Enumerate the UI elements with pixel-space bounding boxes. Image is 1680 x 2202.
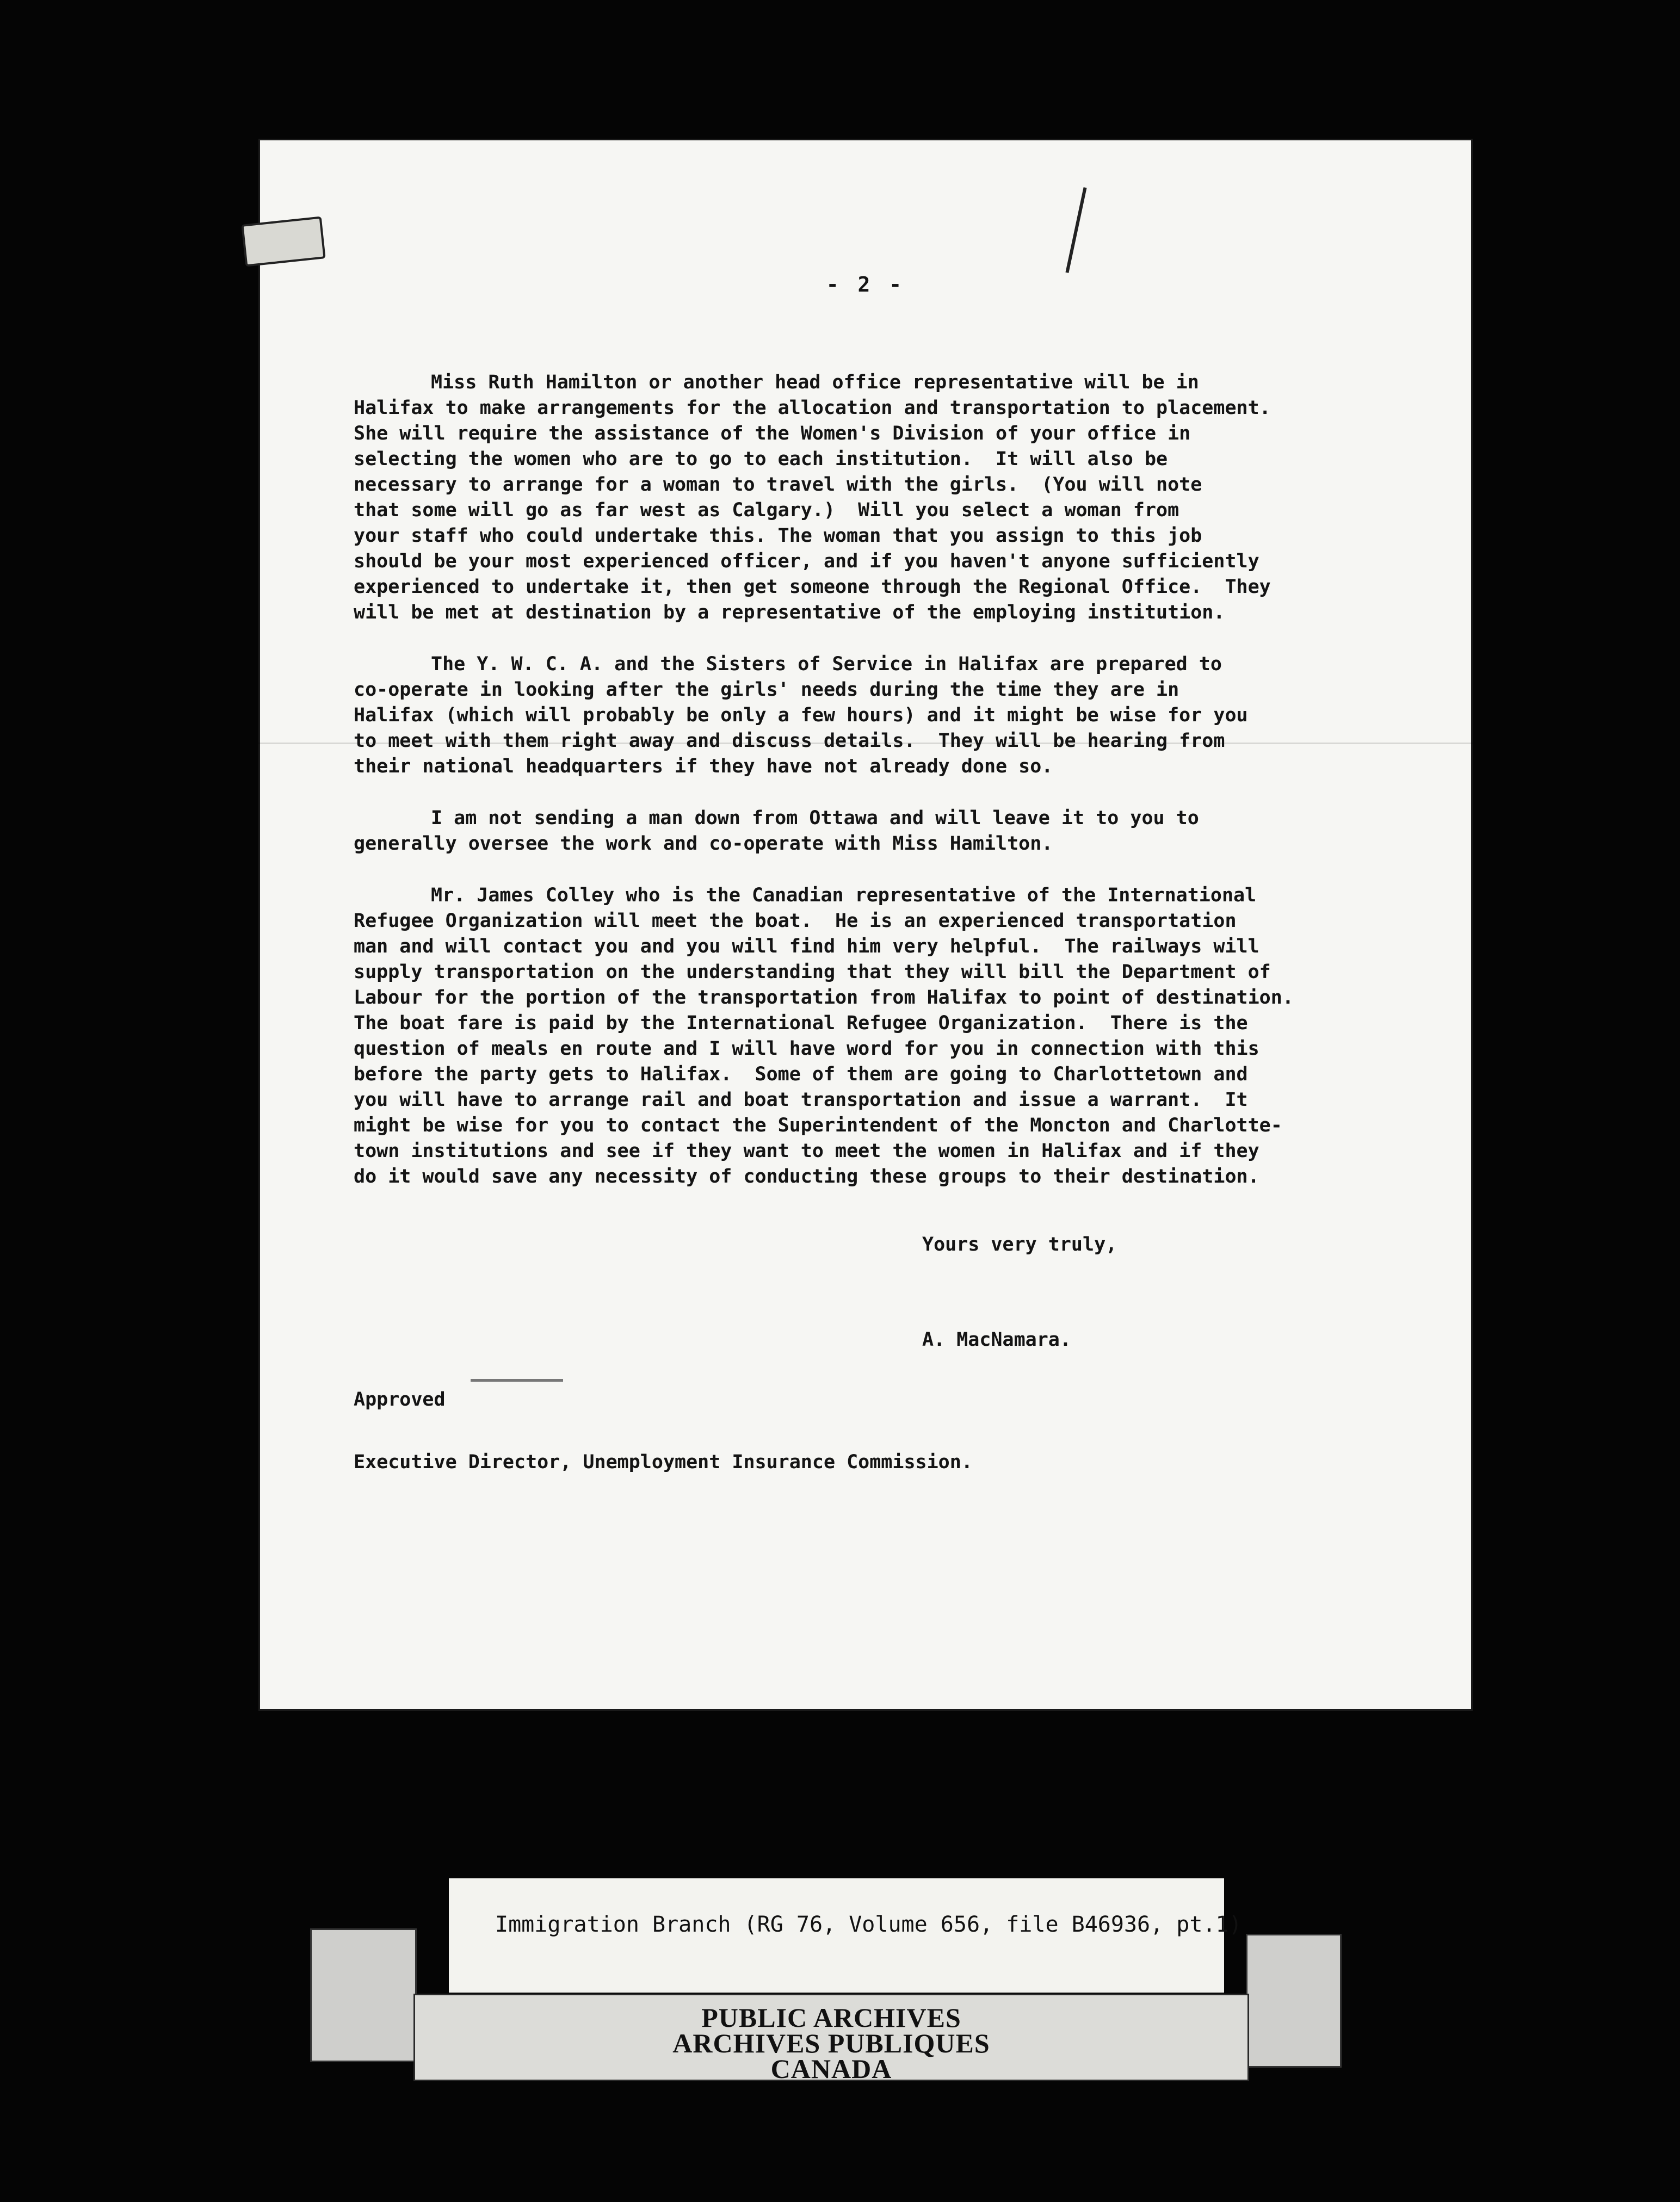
- text-line: that some will go as far west as Calgary.) Will you select a woman from: [354, 499, 1179, 521]
- text-line: She will require the assistance of the Women's Division of your office in: [354, 423, 1191, 444]
- letter-text: [354, 370, 1447, 1216]
- text-line: Labour for the portion of the transportation from Halifax to point of destination.: [354, 987, 1294, 1009]
- approver-title: Executive Director, Unemployment Insurance Commission.: [354, 1451, 973, 1473]
- text-line: selecting the women who are to go to each institution. It will also be: [354, 448, 1168, 470]
- closing: Yours very truly,: [922, 1234, 1117, 1255]
- paragraph-3: [354, 806, 1447, 857]
- tape-left: [310, 1928, 417, 2062]
- archive-reference: Immigration Branch (RG 76, Volume 656, file B46936, pt.1): [495, 1912, 1242, 1937]
- text-line: question of meals en route and I will have word for you in connection with this: [354, 1038, 1259, 1060]
- archive-reference-label: [449, 1878, 1242, 1993]
- text-line: co-operate in looking after the girls' needs during the time they are in: [354, 679, 1179, 701]
- text-line: necessary to arrange for a woman to travel with the girls. (You will note: [354, 474, 1202, 496]
- approved-label: Approved: [354, 1389, 446, 1411]
- letter-page: [258, 139, 1473, 1711]
- text-line: The Y. W. C. A. and the Sisters of Service in Halifax are prepared to: [431, 653, 1222, 675]
- signature: A. MacNamara.: [922, 1329, 1071, 1351]
- text-line: before the party gets to Halifax. Some of them are going to Charlottetown and: [354, 1063, 1248, 1085]
- paragraph-2: [354, 652, 1447, 780]
- text-line: you will have to arrange rail and boat transportation and issue a warrant. It: [354, 1089, 1248, 1111]
- text-line: experienced to undertake it, then get someone through the Regional Office. They: [354, 576, 1271, 598]
- text-line: will be met at destination by a representative of the employing institution.: [354, 602, 1225, 623]
- text-line: town institutions and see if they want to meet the women in Halifax and if they: [354, 1140, 1259, 1162]
- text-line: Miss Ruth Hamilton or another head office representative will be in: [431, 372, 1199, 393]
- text-line: Halifax (which will probably be only a few hours) and it might be wise for you: [354, 704, 1248, 726]
- text-line: man and will contact you and you will find him very helpful. The railways will: [354, 936, 1259, 957]
- text-line: do it would save any necessity of conducting these groups to their destination.: [354, 1166, 1259, 1187]
- archives-stamp: [413, 1994, 1249, 2084]
- paragraph-4: [354, 883, 1447, 1190]
- text-line: Mr. James Colley who is the Canadian representative of the International: [431, 884, 1257, 906]
- pencil-stroke: [471, 1379, 563, 1382]
- page-number: - 2 -: [826, 273, 905, 296]
- text-line: I am not sending a man down from Ottawa and will leave it to you to: [431, 807, 1199, 829]
- text-line: Refugee Organization will meet the boat. He is an experienced transportation: [354, 910, 1237, 932]
- text-line: might be wise for you to contact the Superintendent of the Moncton and Charlotte-: [354, 1115, 1282, 1136]
- stamp-line: CANADA: [770, 2053, 892, 2084]
- paragraph-1: [354, 370, 1447, 626]
- tape-right: [1246, 1934, 1342, 2068]
- text-line: should be your most experienced officer, and if you haven't anyone sufficiently: [354, 550, 1259, 572]
- stamp-text: [415, 2002, 1247, 2084]
- stamp-line: ARCHIVES PUBLIQUES: [672, 2028, 990, 2058]
- text-line: their national headquarters if they have not already done so.: [354, 756, 1053, 777]
- text-line: generally oversee the work and co-operate with Miss Hamilton.: [354, 833, 1053, 855]
- text-line: to meet with them right away and discuss details. They will be hearing from: [354, 730, 1225, 752]
- text-line: supply transportation on the understanding that they will bill the Department of: [354, 961, 1271, 983]
- text-line: your staff who could undertake this. The woman that you assign to this job: [354, 525, 1202, 547]
- text-line: The boat fare is paid by the International Refugee Organization. There is the: [354, 1012, 1248, 1034]
- text-line: Halifax to make arrangements for the allocation and transportation to placement.: [354, 397, 1271, 419]
- letter-body: [258, 139, 1473, 1711]
- stamp-line: PUBLIC ARCHIVES: [701, 2002, 961, 2033]
